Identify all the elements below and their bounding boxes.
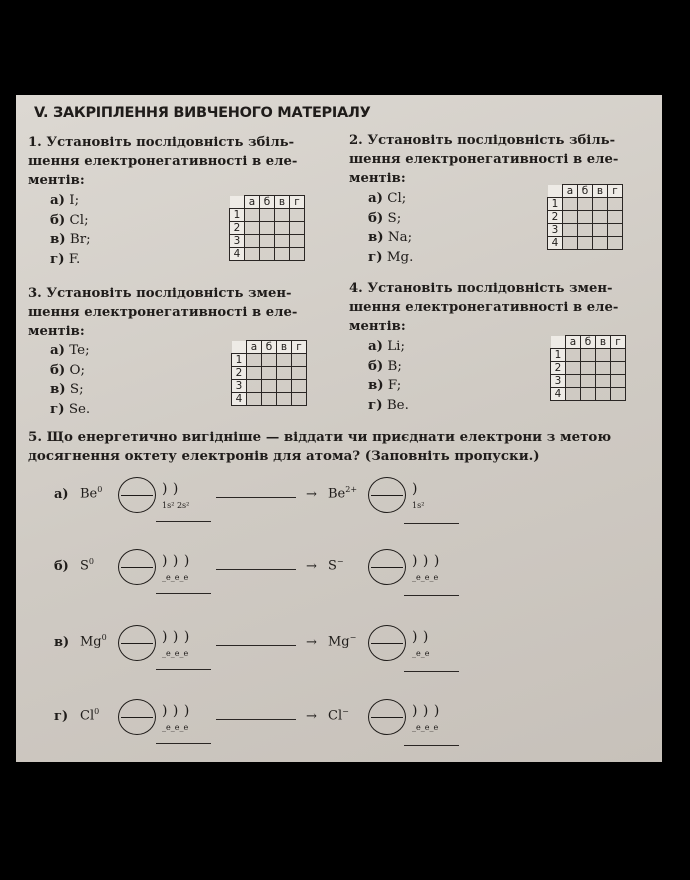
grid-column-header: г	[608, 185, 623, 198]
grid-column-header: в	[596, 336, 611, 349]
grid-answer-cell[interactable]	[260, 222, 275, 235]
task-2-option-c: в) Na;	[368, 229, 413, 245]
atom-nucleus-circle[interactable]	[118, 625, 156, 661]
scheme-label: г)	[54, 709, 69, 724]
task-4-option-b: б) B;	[368, 357, 402, 374]
grid-answer-cell[interactable]	[596, 362, 611, 375]
atom-answer-blank[interactable]	[156, 521, 211, 522]
task-1-option-b: б) Cl;	[50, 211, 89, 228]
ion-answer-blank[interactable]	[404, 595, 459, 596]
grid-answer-cell[interactable]	[563, 211, 578, 224]
grid-answer-cell[interactable]	[290, 248, 305, 261]
task-3-options	[50, 341, 90, 419]
task-4-text	[349, 279, 649, 336]
grid-answer-cell[interactable]	[593, 237, 608, 250]
atom-answer-blank[interactable]	[156, 743, 211, 744]
scheme-label: а)	[54, 487, 69, 502]
task-5-question: Що енергетично вигідніше — віддати чи приєднати електрони з метою досягнення октету електронів для атома? (Заповніть пропуски.)	[28, 429, 612, 464]
ion-nucleus-circle[interactable]	[368, 477, 406, 513]
grid-answer-cell[interactable]	[611, 362, 626, 375]
grid-column-header: б	[260, 196, 275, 209]
reaction-arrow: →	[306, 709, 317, 724]
ion-answer-blank[interactable]	[404, 671, 459, 672]
grid-answer-cell[interactable]	[247, 367, 262, 380]
ion-electron-shells: ) ) )	[412, 703, 440, 719]
grid-row-header: 3	[548, 224, 563, 237]
ion-symbol: S−	[328, 557, 344, 574]
grid-answer-cell[interactable]	[262, 393, 277, 406]
grid-answer-cell[interactable]	[581, 362, 596, 375]
grid-answer-cell[interactable]	[611, 375, 626, 388]
grid-column-header: в	[593, 185, 608, 198]
atom-symbol: Cl$^0$	[80, 707, 100, 724]
atom-electron-config[interactable]: _e_e_e	[162, 573, 189, 582]
task-5-text	[28, 428, 628, 466]
grid-answer-cell[interactable]	[247, 354, 262, 367]
task-1-answer-grid[interactable]	[229, 195, 305, 261]
grid-answer-cell[interactable]	[578, 211, 593, 224]
grid-answer-cell[interactable]	[260, 248, 275, 261]
grid-corner	[551, 336, 566, 349]
ion-electron-config[interactable]: _e_e_e	[412, 723, 439, 732]
grid-column-header: а	[245, 196, 260, 209]
grid-answer-cell[interactable]	[262, 367, 277, 380]
ion-symbol: Cl−	[328, 707, 349, 724]
grid-answer-cell[interactable]	[277, 354, 292, 367]
task-2-option-a: а) Cl;	[368, 190, 407, 206]
grid-row-header: 2	[232, 367, 247, 380]
grid-answer-cell[interactable]	[275, 209, 290, 222]
grid-answer-cell[interactable]	[608, 198, 623, 211]
grid-answer-cell[interactable]	[275, 235, 290, 248]
grid-answer-cell[interactable]	[247, 393, 262, 406]
grid-answer-cell[interactable]	[292, 367, 307, 380]
grid-answer-cell[interactable]	[292, 380, 307, 393]
electron-transfer-blank[interactable]	[216, 719, 296, 720]
grid-answer-cell[interactable]	[275, 248, 290, 261]
task-2-question: Установіть послідовність збільшення електронегативності в елементів:	[349, 133, 619, 186]
grid-answer-cell[interactable]	[566, 375, 581, 388]
atom-electron-config[interactable]: _e_e_e	[162, 723, 189, 732]
task-1-options	[50, 191, 91, 269]
atom-electron-shells: ) ) )	[162, 703, 190, 719]
atom-electron-shells: ) ) )	[162, 629, 190, 645]
grid-row-header: 1	[548, 198, 563, 211]
grid-row-header: 3	[551, 375, 566, 388]
task-4-number: 4.	[349, 281, 363, 296]
task-1-text	[28, 133, 328, 190]
grid-answer-cell[interactable]	[608, 237, 623, 250]
section-title: V. ЗАКРІПЛЕННЯ ВИВЧЕНОГО МАТЕРІАЛУ	[34, 105, 371, 121]
grid-column-header: а	[566, 336, 581, 349]
scheme-label: б)	[54, 559, 69, 574]
ion-symbol: Mg−	[328, 633, 357, 650]
grid-row-header: 3	[230, 235, 245, 248]
ion-electron-shells: ) )	[412, 629, 429, 645]
ion-electron-config[interactable]: 1s²	[412, 501, 425, 510]
grid-answer-cell[interactable]	[292, 354, 307, 367]
task-1-question: Установіть послідовність збільшення електронегативності в елементів:	[28, 135, 298, 188]
grid-corner	[230, 196, 245, 209]
grid-answer-cell[interactable]	[593, 198, 608, 211]
grid-column-header: в	[277, 341, 292, 354]
grid-corner	[548, 185, 563, 198]
grid-answer-cell[interactable]	[563, 198, 578, 211]
grid-answer-cell[interactable]	[566, 362, 581, 375]
grid-row-header: 2	[230, 222, 245, 235]
task-4-option-a: а) Li;	[368, 338, 405, 354]
atom-nucleus-circle[interactable]	[118, 549, 156, 585]
grid-answer-cell[interactable]	[596, 349, 611, 362]
worksheet-page	[16, 95, 662, 762]
grid-column-header: в	[275, 196, 290, 209]
grid-column-header: г	[290, 196, 305, 209]
grid-answer-cell[interactable]	[277, 367, 292, 380]
grid-answer-cell[interactable]	[608, 224, 623, 237]
task-2-option-d: г) Mg.	[368, 248, 414, 265]
grid-row-header: 4	[232, 393, 247, 406]
grid-answer-cell[interactable]	[277, 393, 292, 406]
task-2-options	[368, 189, 413, 267]
grid-answer-cell[interactable]	[292, 393, 307, 406]
atom-answer-blank[interactable]	[156, 669, 211, 670]
grid-answer-cell[interactable]	[596, 375, 611, 388]
task-2-answer-grid[interactable]	[547, 184, 623, 250]
task-3-question: Установіть послідовність зменшення електронегативності в елементів:	[28, 286, 298, 339]
task-4-option-d: г) Be.	[368, 396, 409, 413]
grid-answer-cell[interactable]	[245, 209, 260, 222]
grid-answer-cell[interactable]	[593, 224, 608, 237]
task-1-option-d: г) F.	[50, 250, 81, 267]
atom-answer-blank[interactable]	[156, 593, 211, 594]
atom-nucleus-circle[interactable]	[118, 477, 156, 513]
ion-electron-shells: ) ) )	[412, 553, 440, 569]
grid-row-header: 2	[548, 211, 563, 224]
grid-column-header: а	[563, 185, 578, 198]
grid-column-header: б	[578, 185, 593, 198]
grid-answer-cell[interactable]	[290, 235, 305, 248]
grid-row-header: 3	[232, 380, 247, 393]
atom-electron-config[interactable]: 1s² 2s²	[162, 501, 190, 510]
atom-symbol: Mg$^0$	[80, 633, 107, 650]
ion-electron-config[interactable]: _e_e	[412, 649, 430, 658]
grid-row-header: 1	[230, 209, 245, 222]
grid-answer-cell[interactable]	[262, 380, 277, 393]
task-3-text	[28, 284, 328, 341]
atom-nucleus-circle[interactable]	[118, 699, 156, 735]
task-1-number: 1.	[28, 135, 42, 150]
ion-answer-blank[interactable]	[404, 745, 459, 746]
grid-row-header: 4	[551, 388, 566, 401]
electron-transfer-blank[interactable]	[216, 497, 296, 498]
atom-electron-shells: ) )	[162, 481, 179, 497]
grid-answer-cell[interactable]	[260, 235, 275, 248]
grid-answer-cell[interactable]	[596, 388, 611, 401]
grid-answer-cell[interactable]	[290, 209, 305, 222]
ion-symbol: $Be^{2+}$	[328, 485, 358, 502]
grid-column-header: б	[581, 336, 596, 349]
grid-row-header: 2	[551, 362, 566, 375]
grid-answer-cell[interactable]	[581, 375, 596, 388]
grid-answer-cell[interactable]	[247, 380, 262, 393]
grid-answer-cell[interactable]	[290, 222, 305, 235]
ion-nucleus-circle[interactable]	[368, 699, 406, 735]
task-3-option-a: а) Te;	[50, 342, 90, 358]
electron-transfer-blank[interactable]	[216, 569, 296, 570]
reaction-arrow: →	[306, 559, 317, 574]
scheme-label: в)	[54, 635, 70, 650]
grid-column-header: г	[292, 341, 307, 354]
task-3-option-d: г) Se.	[50, 400, 91, 417]
grid-answer-cell[interactable]	[593, 211, 608, 224]
electron-transfer-blank[interactable]	[216, 645, 296, 646]
task-1-option-c: в) Br;	[50, 231, 91, 247]
grid-row-header: 1	[551, 349, 566, 362]
ion-electron-config[interactable]: _e_e_e	[412, 573, 439, 582]
grid-answer-cell[interactable]	[578, 237, 593, 250]
task-4-option-c: в) F;	[368, 377, 402, 393]
ion-answer-blank[interactable]	[404, 523, 459, 524]
grid-answer-cell[interactable]	[245, 222, 260, 235]
grid-answer-cell[interactable]	[245, 248, 260, 261]
grid-answer-cell[interactable]	[578, 198, 593, 211]
grid-answer-cell[interactable]	[578, 224, 593, 237]
task-2-option-b: б) S;	[368, 209, 402, 226]
atom-symbol: $S^0$	[80, 557, 94, 574]
task-3-number: 3.	[28, 286, 42, 301]
grid-answer-cell[interactable]	[611, 388, 626, 401]
grid-column-header: а	[247, 341, 262, 354]
task-2-number: 2.	[349, 133, 363, 148]
reaction-arrow: →	[306, 487, 317, 502]
task-4-answer-grid[interactable]	[550, 335, 626, 401]
grid-row-header: 4	[548, 237, 563, 250]
ion-electron-shells: )	[412, 481, 418, 497]
grid-answer-cell[interactable]	[275, 222, 290, 235]
grid-answer-cell[interactable]	[245, 235, 260, 248]
grid-answer-cell[interactable]	[563, 224, 578, 237]
grid-corner	[232, 341, 247, 354]
grid-answer-cell[interactable]	[608, 211, 623, 224]
task-2-text	[349, 131, 649, 188]
grid-answer-cell[interactable]	[581, 388, 596, 401]
reaction-arrow: →	[306, 635, 317, 650]
atom-electron-config[interactable]: _e_e_e	[162, 649, 189, 658]
task-3-option-b: б) O;	[50, 361, 86, 378]
ion-nucleus-circle[interactable]	[368, 625, 406, 661]
grid-row-header: 1	[232, 354, 247, 367]
task-1-option-a: а) I;	[50, 192, 80, 208]
grid-answer-cell[interactable]	[611, 349, 626, 362]
task-5-number: 5.	[28, 429, 42, 445]
task-4-question: Установіть послідовність зменшення електронегативності в елементів:	[349, 281, 619, 334]
grid-answer-cell[interactable]	[566, 388, 581, 401]
task-3-answer-grid[interactable]	[231, 340, 307, 406]
ion-nucleus-circle[interactable]	[368, 549, 406, 585]
task-4-options	[368, 337, 409, 415]
grid-answer-cell[interactable]	[277, 380, 292, 393]
grid-column-header: б	[262, 341, 277, 354]
grid-answer-cell[interactable]	[581, 349, 596, 362]
grid-column-header: г	[611, 336, 626, 349]
grid-answer-cell[interactable]	[563, 237, 578, 250]
atom-symbol: Be$^0$	[80, 485, 103, 502]
atom-electron-shells: ) ) )	[162, 553, 190, 569]
grid-answer-cell[interactable]	[262, 354, 277, 367]
grid-row-header: 4	[230, 248, 245, 261]
task-3-option-c: в) S;	[50, 381, 84, 397]
grid-answer-cell[interactable]	[566, 349, 581, 362]
grid-answer-cell[interactable]	[260, 209, 275, 222]
